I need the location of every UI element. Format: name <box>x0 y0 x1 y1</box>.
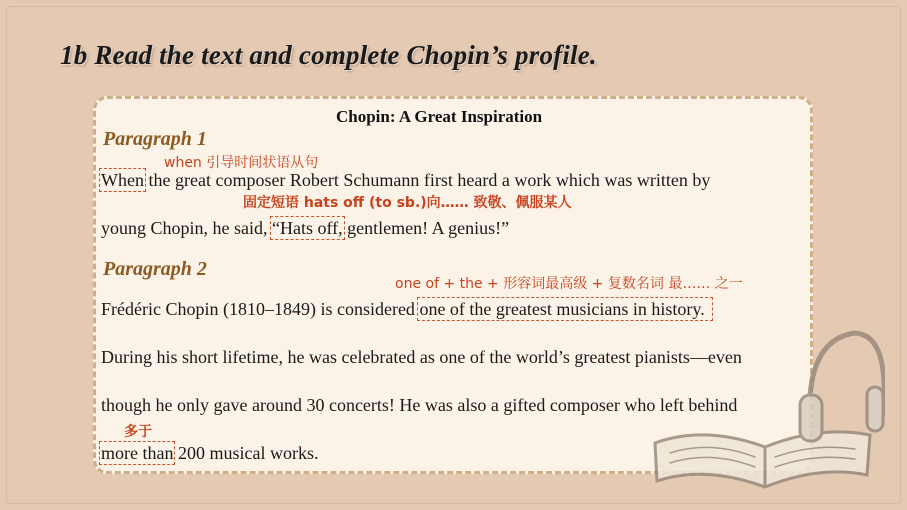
highlight-when: When <box>101 170 144 190</box>
line-text: young Chopin, he said, <box>101 218 272 238</box>
line-text: 200 musical works. <box>173 443 319 463</box>
paragraph-1-title: Paragraph 1 <box>103 128 207 150</box>
paragraph-1-line-2 <box>101 218 509 239</box>
line-text: gentlemen! A genius!” <box>342 218 510 238</box>
annotation-hats-off: 固定短语 hats off (to sb.)向…… 致敬、佩服某人 <box>243 195 572 211</box>
highlight-hats-off: “Hats off, <box>272 218 343 238</box>
headphones-book-icon <box>645 325 885 495</box>
paragraph-1-line-1 <box>101 170 710 191</box>
slide-heading: 1b Read the text and complete Chopin’s profile. <box>60 40 597 70</box>
highlight-more-than: more than <box>101 443 174 463</box>
annotation-more-than: 多于 <box>124 424 152 440</box>
paragraph-2-line-1 <box>101 299 711 320</box>
highlight-one-of: one of the greatest musicians in history. <box>419 299 710 319</box>
line-text: Frédéric Chopin (1810–1849) is considered <box>101 299 420 319</box>
paragraph-2-line-4 <box>101 443 318 464</box>
paragraph-2-line-3: though he only gave around 30 concerts! He was also a gifted composer who left behind <box>101 395 738 415</box>
line-text: the great composer Robert Schumann first heard a work which was written by <box>143 170 711 190</box>
paragraph-2-line-2: During his short lifetime, he was celebrated as one of the world’s greatest pianists—even <box>101 347 742 367</box>
annotation-when: when 引导时间状语从句 <box>164 155 319 171</box>
card-title: Chopin: A Great Inspiration <box>336 107 543 126</box>
annotation-one-of: one of + the + 形容词最高级 + 复数名词 最…… 之一 <box>395 276 743 292</box>
paragraph-2-title: Paragraph 2 <box>103 258 207 280</box>
